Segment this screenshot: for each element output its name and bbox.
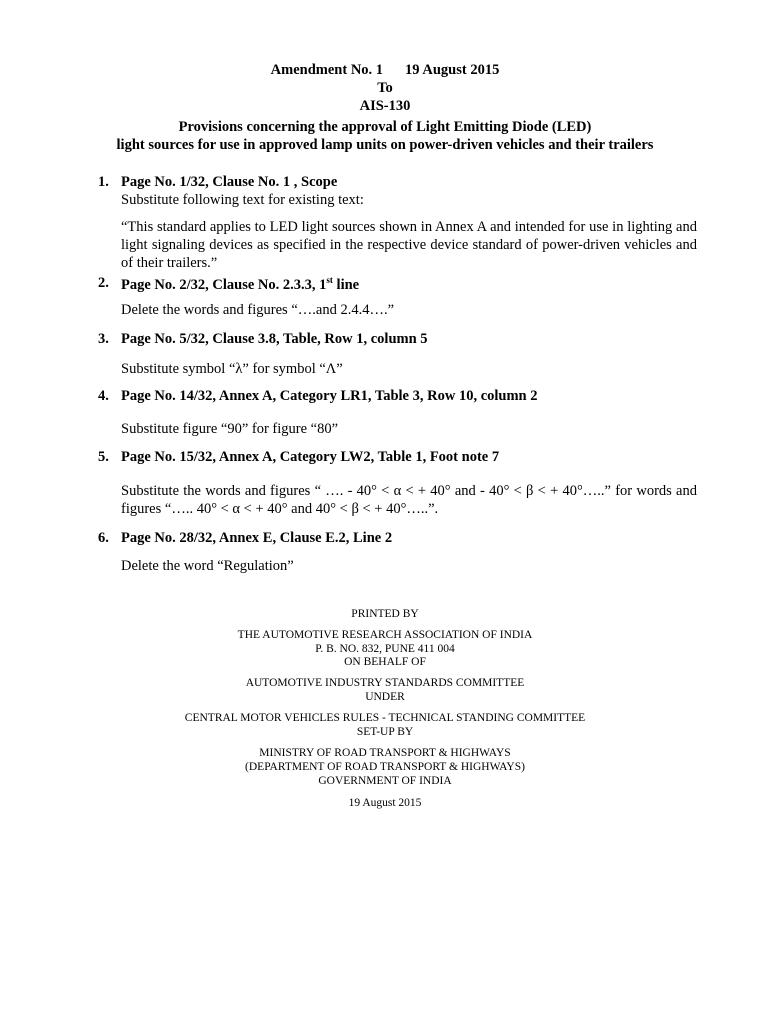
item-number: 1. [98,174,109,190]
item-body: Delete the word “Regulation” [121,558,294,574]
item-instruction: Substitute following text for existing text: [121,192,364,208]
footer-line: THE AUTOMOTIVE RESEARCH ASSOCIATION OF INDIA [237,629,533,641]
to-label: To [377,80,393,96]
footer-line: SET-UP BY [356,726,414,738]
footer-line: GOVERNMENT OF INDIA [318,775,452,787]
item-heading: Page No. 14/32, Annex A, Category LR1, Table 3, Row 10, column 2 [121,388,538,404]
footer-line: PRINTED BY [351,608,419,620]
title-line-2: light sources for use in approved lamp units on power-driven vehicles and their trailers [116,137,654,153]
item-number: 2. [98,275,109,291]
item-number: 4. [98,388,109,404]
standard-number: AIS-130 [359,98,411,114]
item-body: Substitute figure “90” for figure “80” [121,421,339,437]
item-number: 3. [98,331,109,347]
item-heading: Page No. 28/32, Annex E, Clause E.2, Line 2 [121,530,393,546]
item-quote: “This standard applies to LED light sources shown in Annex A and intended for use in lighting and light signaling devices as specified in the respective device standard of power-driven vehicles and of their trailers.” [121,219,697,271]
item-number: 5. [98,449,109,465]
footer-line: AUTOMOTIVE INDUSTRY STANDARDS COMMITTEE [245,677,525,689]
footer-line: UNDER [365,691,405,703]
footer-line: P. B. NO. 832, PUNE 411 004 [315,643,455,655]
amendment-date: 19 August 2015 [405,62,500,78]
item-number: 6. [98,530,109,546]
item-body: Substitute symbol “λ” for symbol “Λ” [121,361,343,377]
item-body: Substitute the words and figures “ …. - 40° < α < + 40° and - 40° < β < + 40°…..” for words and figures “….. 40° < α < + 40° and 40° < β < + 40°…..”. [121,483,697,517]
amendment-number: Amendment No. 1 [270,62,384,78]
superscript-ordinal: st [326,275,333,285]
item-heading: Page No. 1/32, Clause No. 1 , Scope [121,174,338,190]
amendment-line [0,62,770,79]
footer-line: CENTRAL MOTOR VEHICLES RULES - TECHNICAL STANDING COMMITTEE [184,712,586,724]
item-heading: Page No. 15/32, Annex A, Category LW2, Table 1, Foot note 7 [121,449,500,465]
footer-line: MINISTRY OF ROAD TRANSPORT & HIGHWAYS [259,747,511,759]
footer-date: 19 August 2015 [348,797,422,809]
title-line-1: Provisions concerning the approval of Light Emitting Diode (LED) [178,119,592,135]
item-body: Delete the words and figures “….and 2.4.4….” [121,302,395,318]
footer-line: ON BEHALF OF [344,656,426,668]
footer-line: (DEPARTMENT OF ROAD TRANSPORT & HIGHWAYS) [245,761,525,773]
item-heading: Page No. 5/32, Clause 3.8, Table, Row 1, column 5 [121,331,428,347]
item-heading: Page No. 2/32, Clause No. 2.3.3, 1st line [121,275,360,293]
